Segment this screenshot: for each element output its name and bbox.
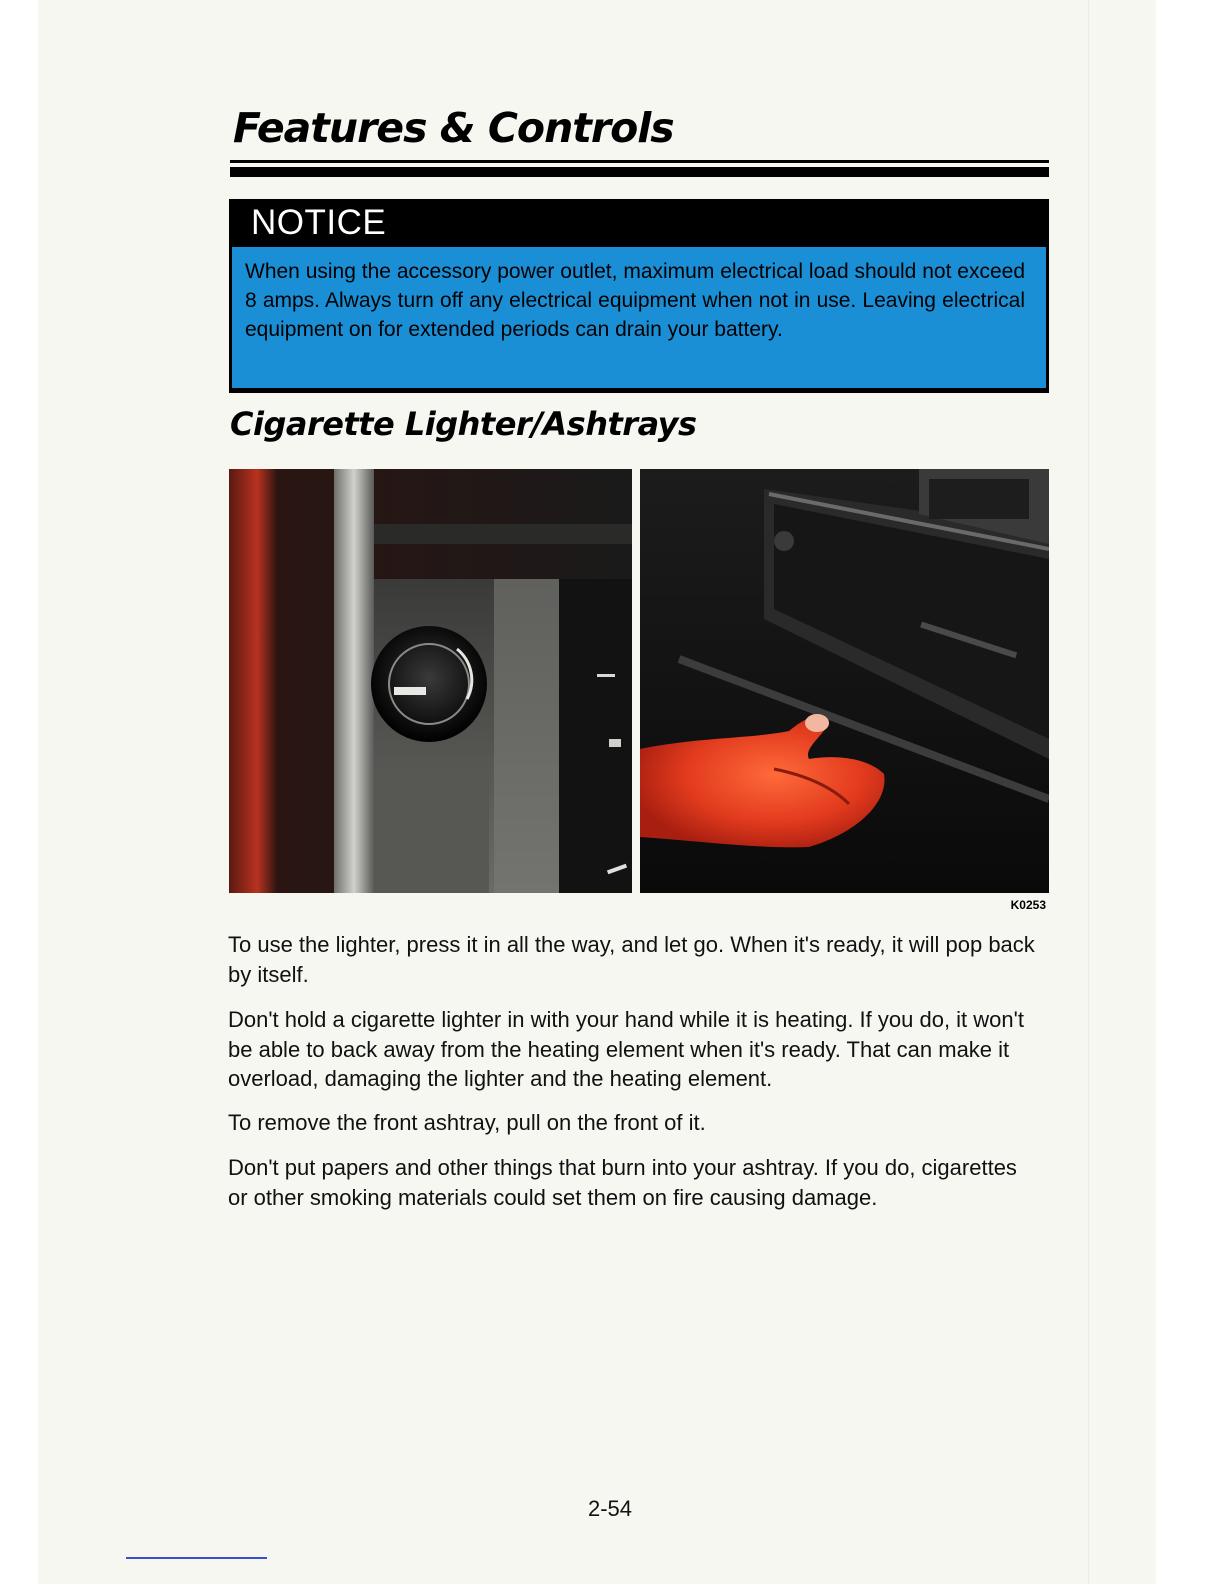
page-edge-line (1088, 0, 1089, 1584)
paragraph-ashtray-remove: To remove the front ashtray, pull on the front of it. (228, 1110, 706, 1135)
subsection-title: Cigarette Lighter/Ashtrays (230, 405, 697, 443)
paragraph-lighter-use: To use the lighter, press it in all the way, and let go. When it's ready, it will pop back by itself. (228, 932, 1035, 987)
page-number: 2-54 (587, 1496, 633, 1521)
notice-label: NOTICE (251, 203, 387, 242)
footer-link-underline (126, 1557, 267, 1559)
photo-illustration (229, 469, 1049, 893)
paragraph-ashtray-warning: Don't put papers and other things that burn into your ashtray. If you do, cigarettes or other smoking materials could set them on fire causing damage. (228, 1155, 1017, 1210)
figure-id: K0253 (1010, 898, 1046, 912)
paragraph-lighter-warning: Don't hold a cigarette lighter in with your hand while it is heating. If you do, it won't be able to back away from the heating element when it's ready. That can make it overload, damaging the lighter and the heating element. (228, 1007, 1024, 1091)
notice-text: When using the accessory power outlet, maximum electrical load should not exceed 8 amps. Always turn off any electrical equipment when not in use. Leaving electrical equipment on for extended periods can drain your battery. (245, 260, 1025, 341)
section-title: Features & Controls (233, 104, 674, 152)
lighter-ashtray-photo (229, 469, 1049, 893)
header-rule-thick (230, 167, 1049, 177)
header-rule-thin (230, 160, 1049, 163)
notice-body (232, 247, 1046, 388)
notice-box (229, 199, 1049, 393)
